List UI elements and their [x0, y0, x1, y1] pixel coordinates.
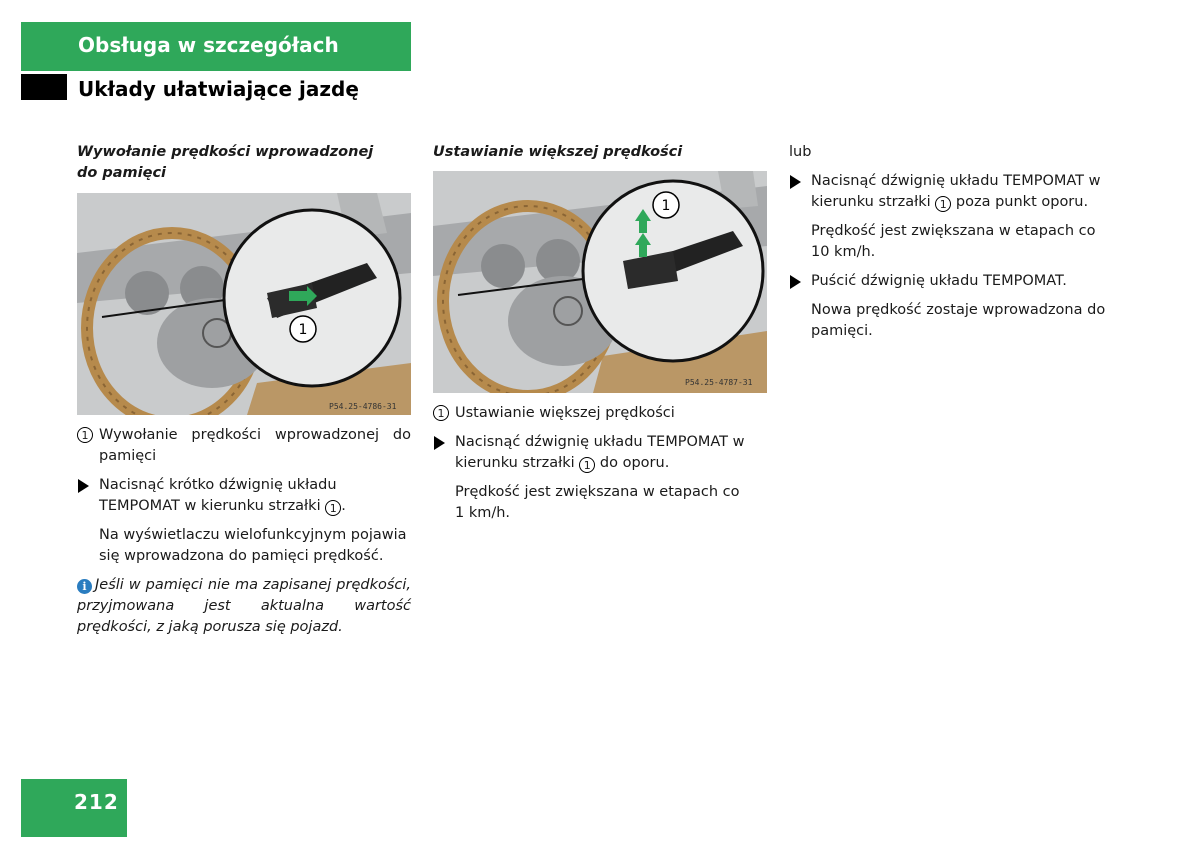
instruction-step [77, 475, 411, 517]
instruction-step [789, 171, 1125, 213]
column-2 [433, 142, 767, 532]
arrow-bullet-icon [434, 436, 445, 450]
steering-lever-illustration [433, 171, 767, 393]
step-result: Na wyświetlaczu wielofunkcyjnym pojawia się wprowadzona do pamięci prędkość. [99, 527, 407, 564]
page-title: Układy ułatwiające jazdę [78, 77, 359, 101]
step-text: Puścić dźwignię układu TEMPOMAT. [811, 273, 1067, 289]
figure-recall-speed [77, 193, 411, 415]
step-result: Nowa prędkość zostaje wprowadzona do pamięci. [811, 302, 1106, 339]
step-text-end: poza punkt oporu. [951, 194, 1089, 210]
step-text-end: . [341, 498, 346, 514]
step-text: Nacisnąć krótko dźwignię układu TEMPOMAT w kierunku strzałki [99, 477, 337, 514]
column-3 [789, 142, 1125, 350]
callout-number: 1 [579, 457, 595, 473]
figure-increase-speed [433, 171, 767, 393]
or-text: lub [789, 144, 812, 160]
figure-code: P54.25-4787-31 [685, 378, 753, 387]
page-number: 212 [74, 790, 119, 814]
heading-increase-speed: Ustawianie większej prędkości [433, 144, 683, 160]
heading-recall-speed [77, 142, 411, 184]
info-icon: i [77, 579, 92, 594]
caption-text: Wywołanie prędkości wprowadzonej do pamięci [99, 427, 411, 464]
callout-number: 1 [433, 405, 449, 421]
arrow-bullet-icon [790, 175, 801, 189]
arrow-bullet-icon [78, 479, 89, 493]
figure-callout-1: 1 [298, 322, 308, 338]
step-result: Prędkość jest zwiększana w etapach co 1 km/h. [455, 484, 740, 521]
callout-number: 1 [77, 427, 93, 443]
heading-line-2: do pamięci [77, 165, 167, 181]
figure-code: P54.25-4786-31 [329, 402, 397, 411]
section-title: Obsługa w szczegółach [78, 33, 339, 57]
callout-number: 1 [935, 196, 951, 212]
step-text-end: do oporu. [595, 455, 670, 471]
column-1 [77, 142, 411, 638]
step-result: Prędkość jest zwiększana w etapach co 10 km/h. [811, 223, 1096, 260]
callout-number: 1 [325, 500, 341, 516]
figure-caption [77, 425, 411, 467]
instruction-step [789, 271, 1125, 292]
figure-callout-1: 1 [661, 198, 671, 214]
subsection-marker [21, 74, 67, 100]
info-note [77, 575, 411, 638]
instruction-step [433, 432, 767, 474]
steering-lever-illustration [77, 193, 411, 415]
step-text: Nacisnąć dźwignię układu TEMPOMAT w kierunku strzałki [811, 173, 1101, 210]
arrow-bullet-icon [790, 275, 801, 289]
caption-text: Ustawianie większej prędkości [455, 405, 675, 421]
heading-line-1: Wywołanie prędkości wprowadzonej [77, 144, 374, 160]
figure-caption [433, 403, 767, 424]
step-text: Nacisnąć dźwignię układu TEMPOMAT w kierunku strzałki [455, 434, 745, 471]
note-text: Jeśli w pamięci nie ma zapisanej prędkości, przyjmowana jest aktualna wartość prędkości, z jaką porusza się pojazd. [77, 577, 411, 635]
